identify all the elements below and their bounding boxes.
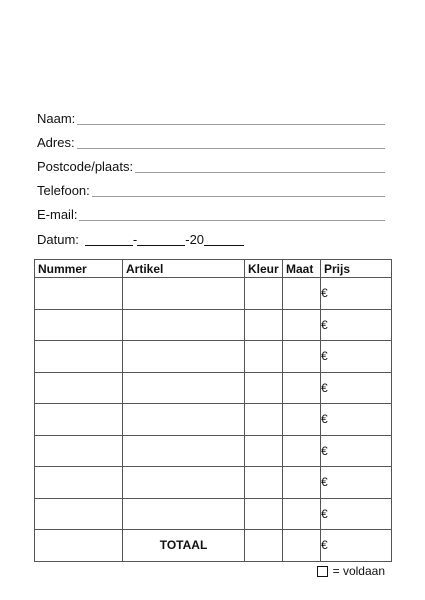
cell-number[interactable] <box>35 435 123 467</box>
currency-symbol: € <box>321 380 328 395</box>
cell-number[interactable] <box>35 467 123 499</box>
header-number: Nummer <box>35 260 123 278</box>
date-month-blank[interactable] <box>137 233 185 246</box>
date-year-prefix: -20 <box>185 232 205 247</box>
table-header-row <box>35 260 392 278</box>
paid-checkbox[interactable] <box>317 566 328 577</box>
name-line[interactable] <box>77 111 385 125</box>
currency-symbol: € <box>321 317 328 332</box>
address-line[interactable] <box>77 135 385 149</box>
cell-size[interactable] <box>283 467 321 499</box>
email-field[interactable] <box>37 204 385 222</box>
total-row <box>35 530 392 562</box>
cell-article[interactable] <box>123 404 245 436</box>
cell-number[interactable] <box>35 404 123 436</box>
cell-number[interactable] <box>35 372 123 404</box>
table-row <box>35 435 392 467</box>
cell-price[interactable] <box>321 435 392 467</box>
total-empty-cell <box>35 530 123 562</box>
cell-article[interactable] <box>123 435 245 467</box>
cell-price[interactable] <box>321 341 392 373</box>
cell-color[interactable] <box>245 467 283 499</box>
cell-article[interactable] <box>123 278 245 310</box>
table-row <box>35 498 392 530</box>
postcode-city-label: Postcode/plaats: <box>37 159 134 174</box>
cell-size[interactable] <box>283 498 321 530</box>
header-color: Kleur <box>245 260 283 278</box>
date-year-blank[interactable] <box>204 233 244 246</box>
order-rows <box>35 278 392 562</box>
total-price-cell[interactable] <box>321 530 392 562</box>
currency-symbol: € <box>321 475 328 490</box>
cell-color[interactable] <box>245 341 283 373</box>
cell-price[interactable] <box>321 309 392 341</box>
cell-number[interactable] <box>35 278 123 310</box>
date-day-blank[interactable] <box>85 233 133 246</box>
cell-article[interactable] <box>123 467 245 499</box>
cell-price[interactable] <box>321 404 392 436</box>
cell-size[interactable] <box>283 372 321 404</box>
table-row <box>35 467 392 499</box>
phone-field[interactable] <box>37 180 385 198</box>
cell-number[interactable] <box>35 498 123 530</box>
cell-size[interactable] <box>283 435 321 467</box>
postcode-city-field[interactable] <box>37 156 385 174</box>
cell-price[interactable] <box>321 467 392 499</box>
total-label: TOTAAL <box>123 530 245 562</box>
cell-number[interactable] <box>35 309 123 341</box>
phone-line[interactable] <box>92 183 385 197</box>
postcode-city-line[interactable] <box>135 159 385 173</box>
address-field[interactable] <box>37 132 385 150</box>
header-price: Prijs <box>321 260 392 278</box>
date-separator: - <box>132 232 138 247</box>
currency-symbol: € <box>321 443 328 458</box>
header-article: Artikel <box>123 260 245 278</box>
cell-color[interactable] <box>245 404 283 436</box>
date-field[interactable] <box>37 229 244 247</box>
currency-symbol: € <box>321 412 328 427</box>
phone-label: Telefoon: <box>37 183 90 198</box>
cell-article[interactable] <box>123 498 245 530</box>
name-field[interactable] <box>37 108 385 126</box>
currency-symbol: € <box>321 538 328 553</box>
paid-legend-text: = voldaan <box>332 564 385 578</box>
paid-legend <box>317 564 385 578</box>
cell-size[interactable] <box>283 404 321 436</box>
header-size: Maat <box>283 260 321 278</box>
cell-price[interactable] <box>321 372 392 404</box>
date-label: Datum: <box>37 232 79 247</box>
currency-symbol: € <box>321 286 328 301</box>
currency-symbol: € <box>321 349 328 364</box>
cell-price[interactable] <box>321 498 392 530</box>
cell-number[interactable] <box>35 341 123 373</box>
total-color-cell <box>245 530 283 562</box>
cell-price[interactable] <box>321 278 392 310</box>
cell-color[interactable] <box>245 278 283 310</box>
cell-article[interactable] <box>123 372 245 404</box>
table-row <box>35 404 392 436</box>
cell-size[interactable] <box>283 309 321 341</box>
table-row <box>35 341 392 373</box>
cell-size[interactable] <box>283 278 321 310</box>
table-row <box>35 309 392 341</box>
cell-color[interactable] <box>245 309 283 341</box>
cell-color[interactable] <box>245 372 283 404</box>
name-label: Naam: <box>37 111 76 126</box>
cell-size[interactable] <box>283 341 321 373</box>
currency-symbol: € <box>321 506 328 521</box>
email-line[interactable] <box>79 207 385 221</box>
order-table <box>34 259 392 562</box>
email-label: E-mail: <box>37 207 78 222</box>
cell-article[interactable] <box>123 341 245 373</box>
cell-color[interactable] <box>245 435 283 467</box>
table-row <box>35 278 392 310</box>
total-size-cell <box>283 530 321 562</box>
cell-color[interactable] <box>245 498 283 530</box>
cell-article[interactable] <box>123 309 245 341</box>
table-row <box>35 372 392 404</box>
address-label: Adres: <box>37 135 75 150</box>
